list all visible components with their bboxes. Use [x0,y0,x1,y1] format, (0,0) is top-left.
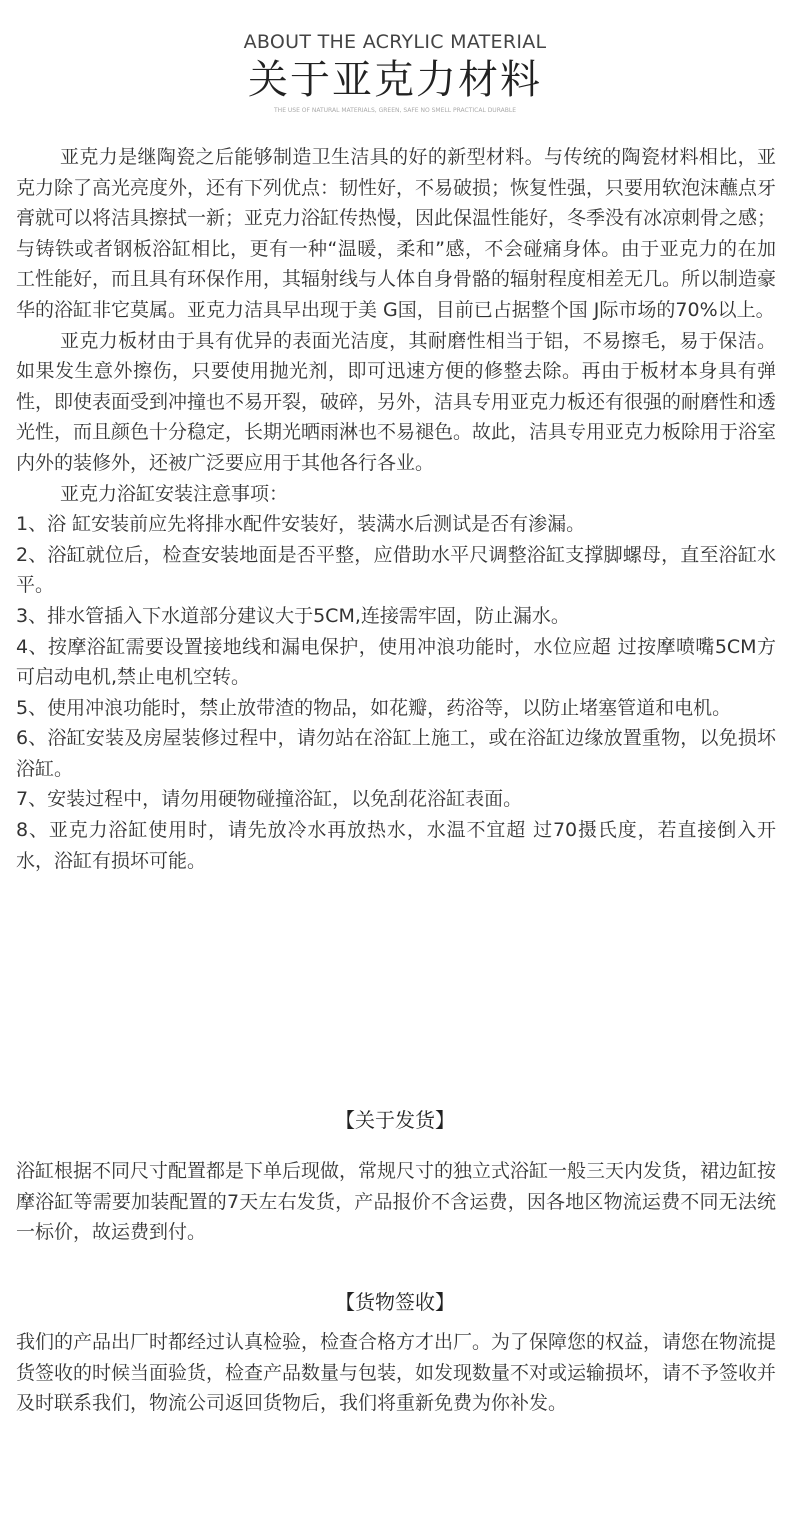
installation-note: 5、使用冲浪功能时，禁止放带渣的物品，如花瓣，药浴等，以防止堵塞管道和电机。 [16,696,732,719]
receipt-paragraph: 我们的产品出厂时都经过认真检验，检查合格方才出厂。为了保障您的权益，请您在物流提货签收的时候当面验货，检查产品数量与包装，如发现数量不对或运输损坏，请不予签收并及时联系我们，物流公司返回货物后，我们将重新免费为你补发。 [16,1331,777,1415]
installation-note: 8、亚克力浴缸使用时，请先放冷水再放热水，水温不宜超 过70摄氏度，若直接倒入开水，浴缸有损坏可能。 [16,819,776,872]
english-title: ABOUT THE ACRYLIC MATERIAL [243,31,547,53]
shipping-paragraph: 浴缸根据不同尺寸配置都是下单后现做，常规尺寸的独立式浴缸一般三天内发货，裙边缸按摩浴缸等需要加装配置的7天左右发货，产品报价不含运费，因各地区物流运费不同无法统一标价，故运费到付。 [16,1160,777,1244]
installation-note: 4、按摩浴缸需要设置接地线和漏电保护，使用冲浪功能时，水位应超 过按摩喷嘴5CM方可启动电机,禁止电机空转。 [16,635,776,689]
acrylic-intro-section [16,142,776,876]
shipping-section-title: 【关于发货】 [335,1108,455,1132]
tagline: THE USE OF NATURAL MATERIALS, GREEN, SAFE NO SMELL PRACTICAL DURABLE [274,107,516,114]
chinese-title: 关于亚克力材料 [248,57,542,103]
receipt-section-title: 【货物签收】 [335,1290,455,1314]
installation-notes-title: 亚克力浴缸安装注意事项： [60,482,289,505]
receipt-text [16,1327,776,1419]
installation-note: 7、安装过程中，请勿用硬物碰撞浴缸，以免刮花浴缸表面。 [16,788,523,811]
installation-note: 1、浴 缸安装前应先将排水配件安装好，装满水后测试是否有渗漏。 [16,513,586,536]
installation-note: 3、排水管插入下水道部分建议大于5CM,连接需牢固，防止漏水。 [16,604,570,627]
installation-note: 6、浴缸安装及房屋装修过程中，请勿站在浴缸上施工，或在浴缸边缘放置重物，以免损坏浴缸。 [16,727,776,780]
shipping-text [16,1156,776,1248]
intro-paragraph-2: 亚克力板材由于具有优异的表面光洁度，其耐磨性相当于铝，不易擦毛，易于保洁。如果发生意外擦伤，只要使用抛光剂，即可迅速方便的修整去除。再由于板材本身具有弹性，即使表面受到冲撞也不易开裂，破碎，另外，洁具专用亚克力板还有很强的耐磨性和透光性，而且颜色十分稳定，长期光晒雨淋也不易褪色。故此，洁具专用亚克力板除用于浴室内外的装修外，还被广泛要应用于其他各行各业。 [16,329,777,474]
installation-note: 2、浴缸就位后，检查安装地面是否平整，应借助水平尺调整浴缸支撑脚螺母，直至浴缸水平。 [16,543,776,597]
intro-paragraph-1: 亚克力是继陶瓷之后能够制造卫生洁具的好的新型材料。与传统的陶瓷材料相比，亚克力除了高光亮度外，还有下列优点：韧性好，不易破损；恢复性强，只要用软泡沫蘸点牙膏就可以将洁具擦拭一新；亚克力浴缸传热慢，因此保温性能好，冬季没有冰凉刺骨之感；与铸铁或者钢板浴缸相比，更有一种“温暖，柔和”感，不会碰痛身体。由于亚克力的在加工性能好，而且具有环保作用，其辐射线与人体自身骨骼的辐射程度相差无几。所以制造豪华的浴缸非它莫属。亚克力洁具早出现于美 G国，目前已占据整个国 J际市场的70%以上。 [16,146,777,321]
